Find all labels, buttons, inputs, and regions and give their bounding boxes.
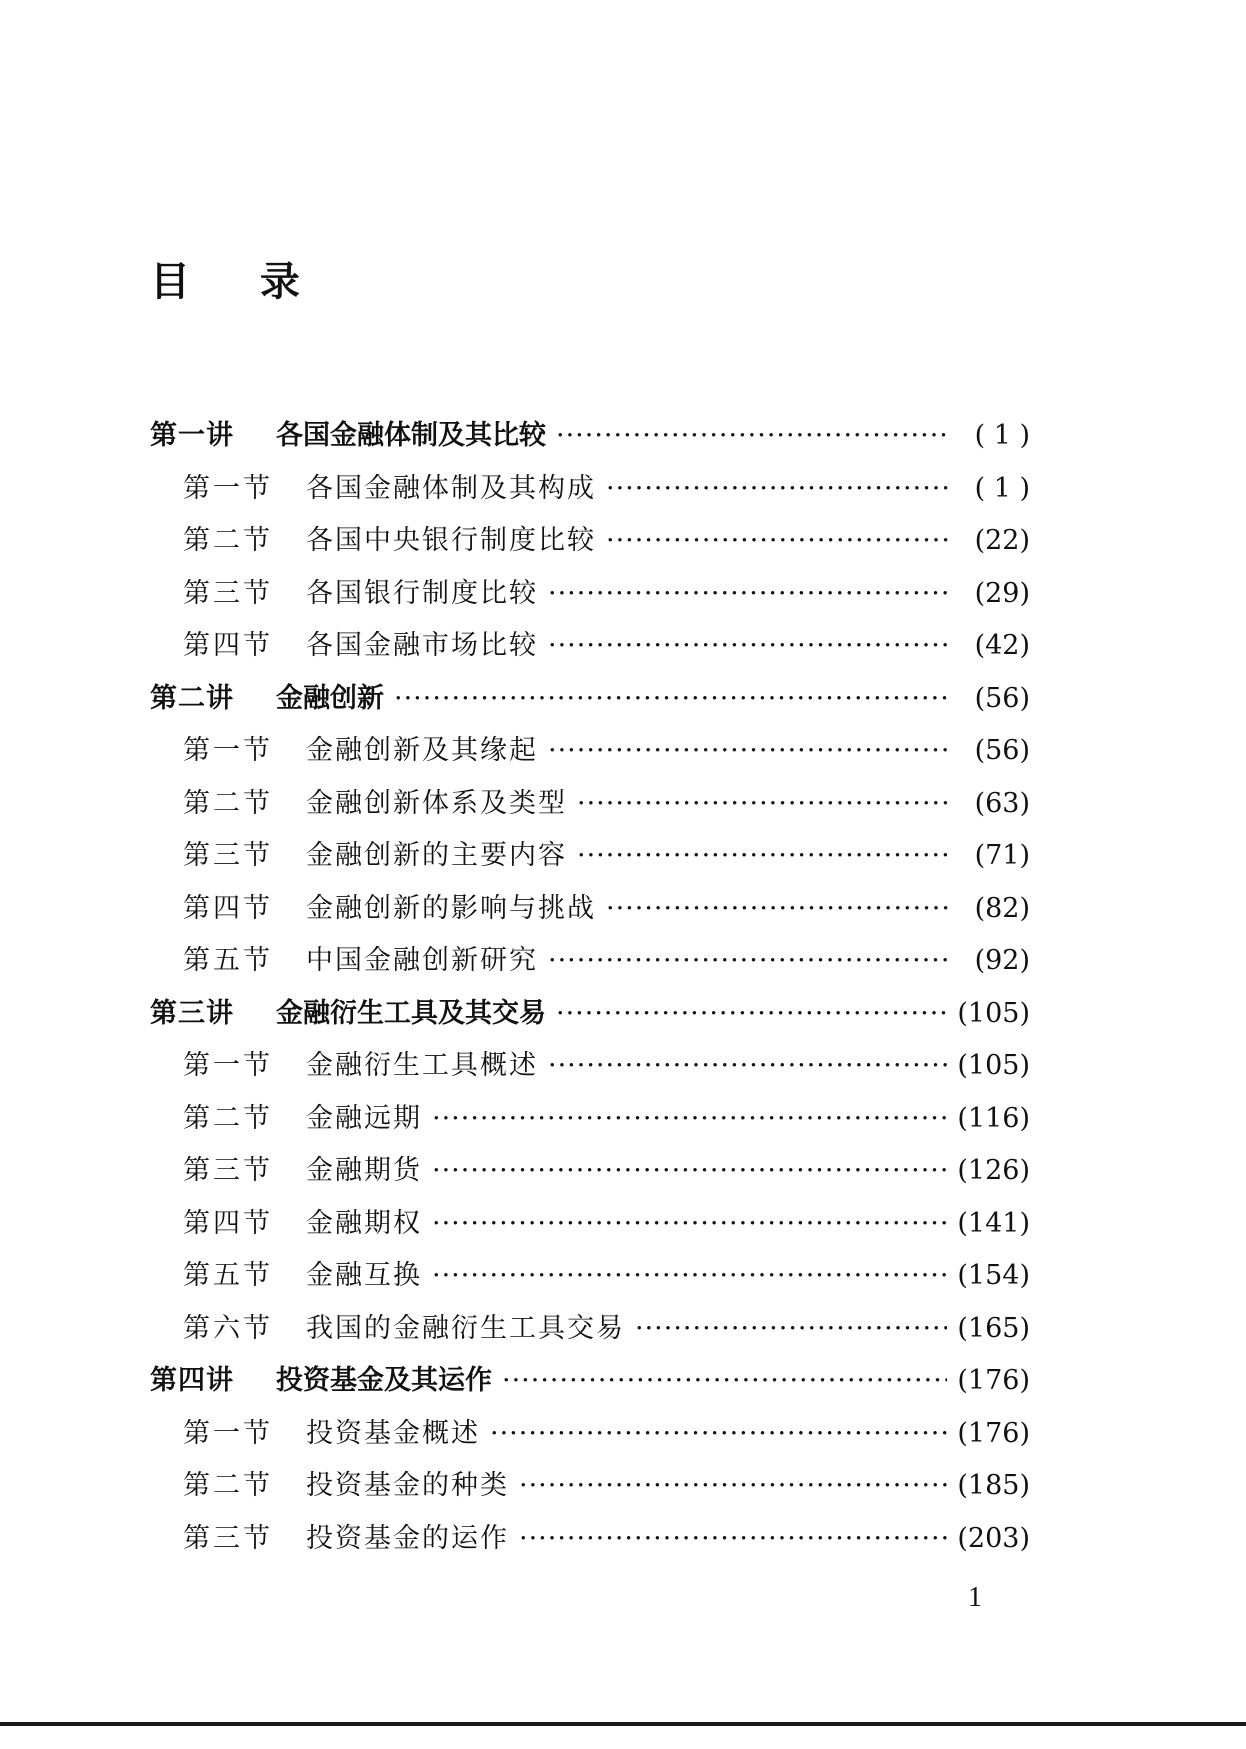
toc-entry-label [183,1303,625,1356]
toc-entry-label [183,1250,422,1303]
toc-entry-title: 金融创新 [276,682,384,714]
toc-leader-dots [519,1513,947,1566]
toc-entry-page: (116) [957,1102,1030,1134]
toc-entry-label [150,988,546,1041]
toc-entry-title: 中国金融创新研究 [306,945,538,976]
toc-section-entry [150,778,1030,831]
toc-lecture-entry [150,673,1030,726]
toc-entry-title: 金融创新及其缘起 [306,735,538,766]
toc-entry-label [183,1040,538,1093]
toc-entry-number: 第三节 [183,1155,273,1186]
toc-section-entry [150,725,1030,778]
toc-lecture-entry [150,1355,1030,1408]
toc-entry-number: 第一节 [183,472,273,504]
toc-entry-number: 第六节 [183,1312,273,1344]
toc-section-entry [150,1460,1030,1513]
toc-entry-label [183,568,538,621]
bottom-rule [0,1722,1246,1726]
toc-entry-page: ( 1 ) [974,472,1030,504]
toc-leader-dots [635,1303,947,1356]
toc-leader-dots [490,1408,947,1461]
toc-entry-title: 金融创新的主要内容 [306,840,567,871]
toc-entry-title: 投资基金的种类 [306,1470,509,1501]
toc-leader-dots [548,725,950,778]
toc-entry-number: 第四讲 [150,1365,234,1396]
toc-entry-page: (203) [957,1522,1030,1554]
toc-entry-title: 各国金融市场比较 [306,630,538,661]
toc-section-entry [150,1250,1030,1303]
toc-entry-page: (105) [957,1050,1030,1081]
toc-entry-number: 第三节 [183,1522,273,1554]
toc-entry-label [183,1198,422,1251]
toc-entry-page: (141) [957,1207,1030,1239]
toc-entry-title: 金融衍生工具概述 [306,1050,538,1081]
toc-entry-page: (42) [974,630,1030,661]
toc-leader-dots [556,988,947,1041]
toc-entry-label [183,515,596,568]
toc-entry-label [183,1093,422,1146]
toc-entry-title: 金融创新的影响与挑战 [306,892,596,924]
toc-section-entry [150,1093,1030,1146]
toc-leader-dots [432,1250,947,1303]
toc-entry-label [183,1408,480,1461]
toc-leader-dots [556,410,950,463]
toc-entry-page: (63) [974,787,1030,819]
toc-entry-number: 第四节 [183,892,273,924]
toc-entry-page: (105) [957,997,1030,1029]
toc-entry-label [183,883,596,936]
toc-entry-page: (56) [974,682,1030,714]
toc-leader-dots [394,673,950,726]
toc-entry-title: 投资基金及其运作 [276,1365,492,1396]
toc-entry-title: 金融期货 [306,1155,422,1186]
toc-section-entry [150,1040,1030,1093]
toc-entry-label [183,1513,509,1566]
toc-section-entry [150,1408,1030,1461]
toc-entry-page: (154) [957,1260,1030,1291]
toc-entry-number: 第二节 [183,525,273,556]
toc-leader-dots [432,1145,947,1198]
toc-leader-dots [606,883,950,936]
toc-entry-title: 金融互换 [306,1260,422,1291]
toc-leader-dots [577,778,950,831]
toc-entry-title: 我国的金融衍生工具交易 [306,1312,625,1344]
toc-section-entry [150,935,1030,988]
toc-entry-number: 第三节 [183,577,273,609]
toc-leader-dots [548,1040,947,1093]
toc-entry-label [150,410,546,463]
toc-entry-number: 第一讲 [150,420,234,451]
toc-entry-title: 各国金融体制及其构成 [306,472,596,504]
toc-entry-number: 第五节 [183,1260,273,1291]
toc-entry-label [150,673,384,726]
toc-lecture-entry [150,410,1030,463]
toc-entry-title: 各国金融体制及其比较 [276,420,546,451]
toc-lecture-entry [150,988,1030,1041]
toc-entry-number: 第二节 [183,1102,273,1134]
toc-entry-title: 金融远期 [306,1102,422,1134]
toc-section-entry [150,568,1030,621]
toc-entry-label [183,935,538,988]
table-of-contents [150,410,1030,1565]
toc-entry-number: 第三讲 [150,997,234,1029]
toc-entry-title: 金融期权 [306,1207,422,1239]
toc-section-entry [150,463,1030,516]
toc-leader-dots [502,1355,947,1408]
toc-leader-dots [548,935,950,988]
toc-entry-number: 第一节 [183,735,273,766]
toc-section-entry [150,830,1030,883]
toc-entry-label [183,1460,509,1513]
toc-entry-number: 第四节 [183,630,273,661]
toc-entry-number: 第四节 [183,1207,273,1239]
toc-entry-page: (71) [974,840,1030,871]
toc-entry-label [183,725,538,778]
toc-entry-page: (176) [957,1417,1030,1449]
toc-leader-dots [432,1198,947,1251]
toc-leader-dots [548,568,950,621]
toc-entry-title: 各国中央银行制度比较 [306,525,596,556]
toc-leader-dots [606,463,950,516]
toc-entry-page: (126) [957,1155,1030,1186]
toc-section-entry [150,1303,1030,1356]
toc-section-entry [150,1145,1030,1198]
toc-entry-page: (165) [957,1312,1030,1344]
toc-entry-title: 金融衍生工具及其交易 [276,997,546,1029]
toc-leader-dots [606,515,950,568]
toc-entry-number: 第三节 [183,840,273,871]
toc-entry-page: (56) [974,735,1030,766]
toc-entry-page: ( 1 ) [974,420,1030,451]
toc-section-entry [150,515,1030,568]
toc-entry-number: 第二讲 [150,682,234,714]
toc-section-entry [150,883,1030,936]
toc-entry-number: 第五节 [183,945,273,976]
toc-entry-page: (92) [974,945,1030,976]
toc-entry-number: 第一节 [183,1417,273,1449]
page-number: 1 [968,1582,982,1613]
toc-leader-dots [548,620,950,673]
toc-entry-number: 第二节 [183,787,273,819]
toc-entry-title: 金融创新体系及类型 [306,787,567,819]
toc-entry-label [183,778,567,831]
toc-section-entry [150,620,1030,673]
toc-leader-dots [519,1460,947,1513]
toc-entry-label [183,463,596,516]
toc-leader-dots [577,830,950,883]
toc-section-entry [150,1513,1030,1566]
toc-entry-label [183,1145,422,1198]
toc-entry-page: (22) [974,525,1030,556]
toc-entry-title: 投资基金概述 [306,1417,480,1449]
toc-section-entry [150,1198,1030,1251]
toc-entry-page: (29) [974,577,1030,609]
toc-entry-page: (176) [957,1365,1030,1396]
toc-entry-title: 投资基金的运作 [306,1522,509,1554]
toc-entry-page: (82) [974,892,1030,924]
toc-entry-label [183,620,538,673]
toc-entry-label [183,830,567,883]
toc-entry-number: 第一节 [183,1050,273,1081]
toc-entry-label [150,1355,492,1408]
toc-leader-dots [432,1093,947,1146]
toc-entry-title: 各国银行制度比较 [306,577,538,609]
toc-entry-number: 第二节 [183,1470,273,1501]
page-title: 目 录 [150,259,328,305]
toc-entry-page: (185) [957,1470,1030,1501]
